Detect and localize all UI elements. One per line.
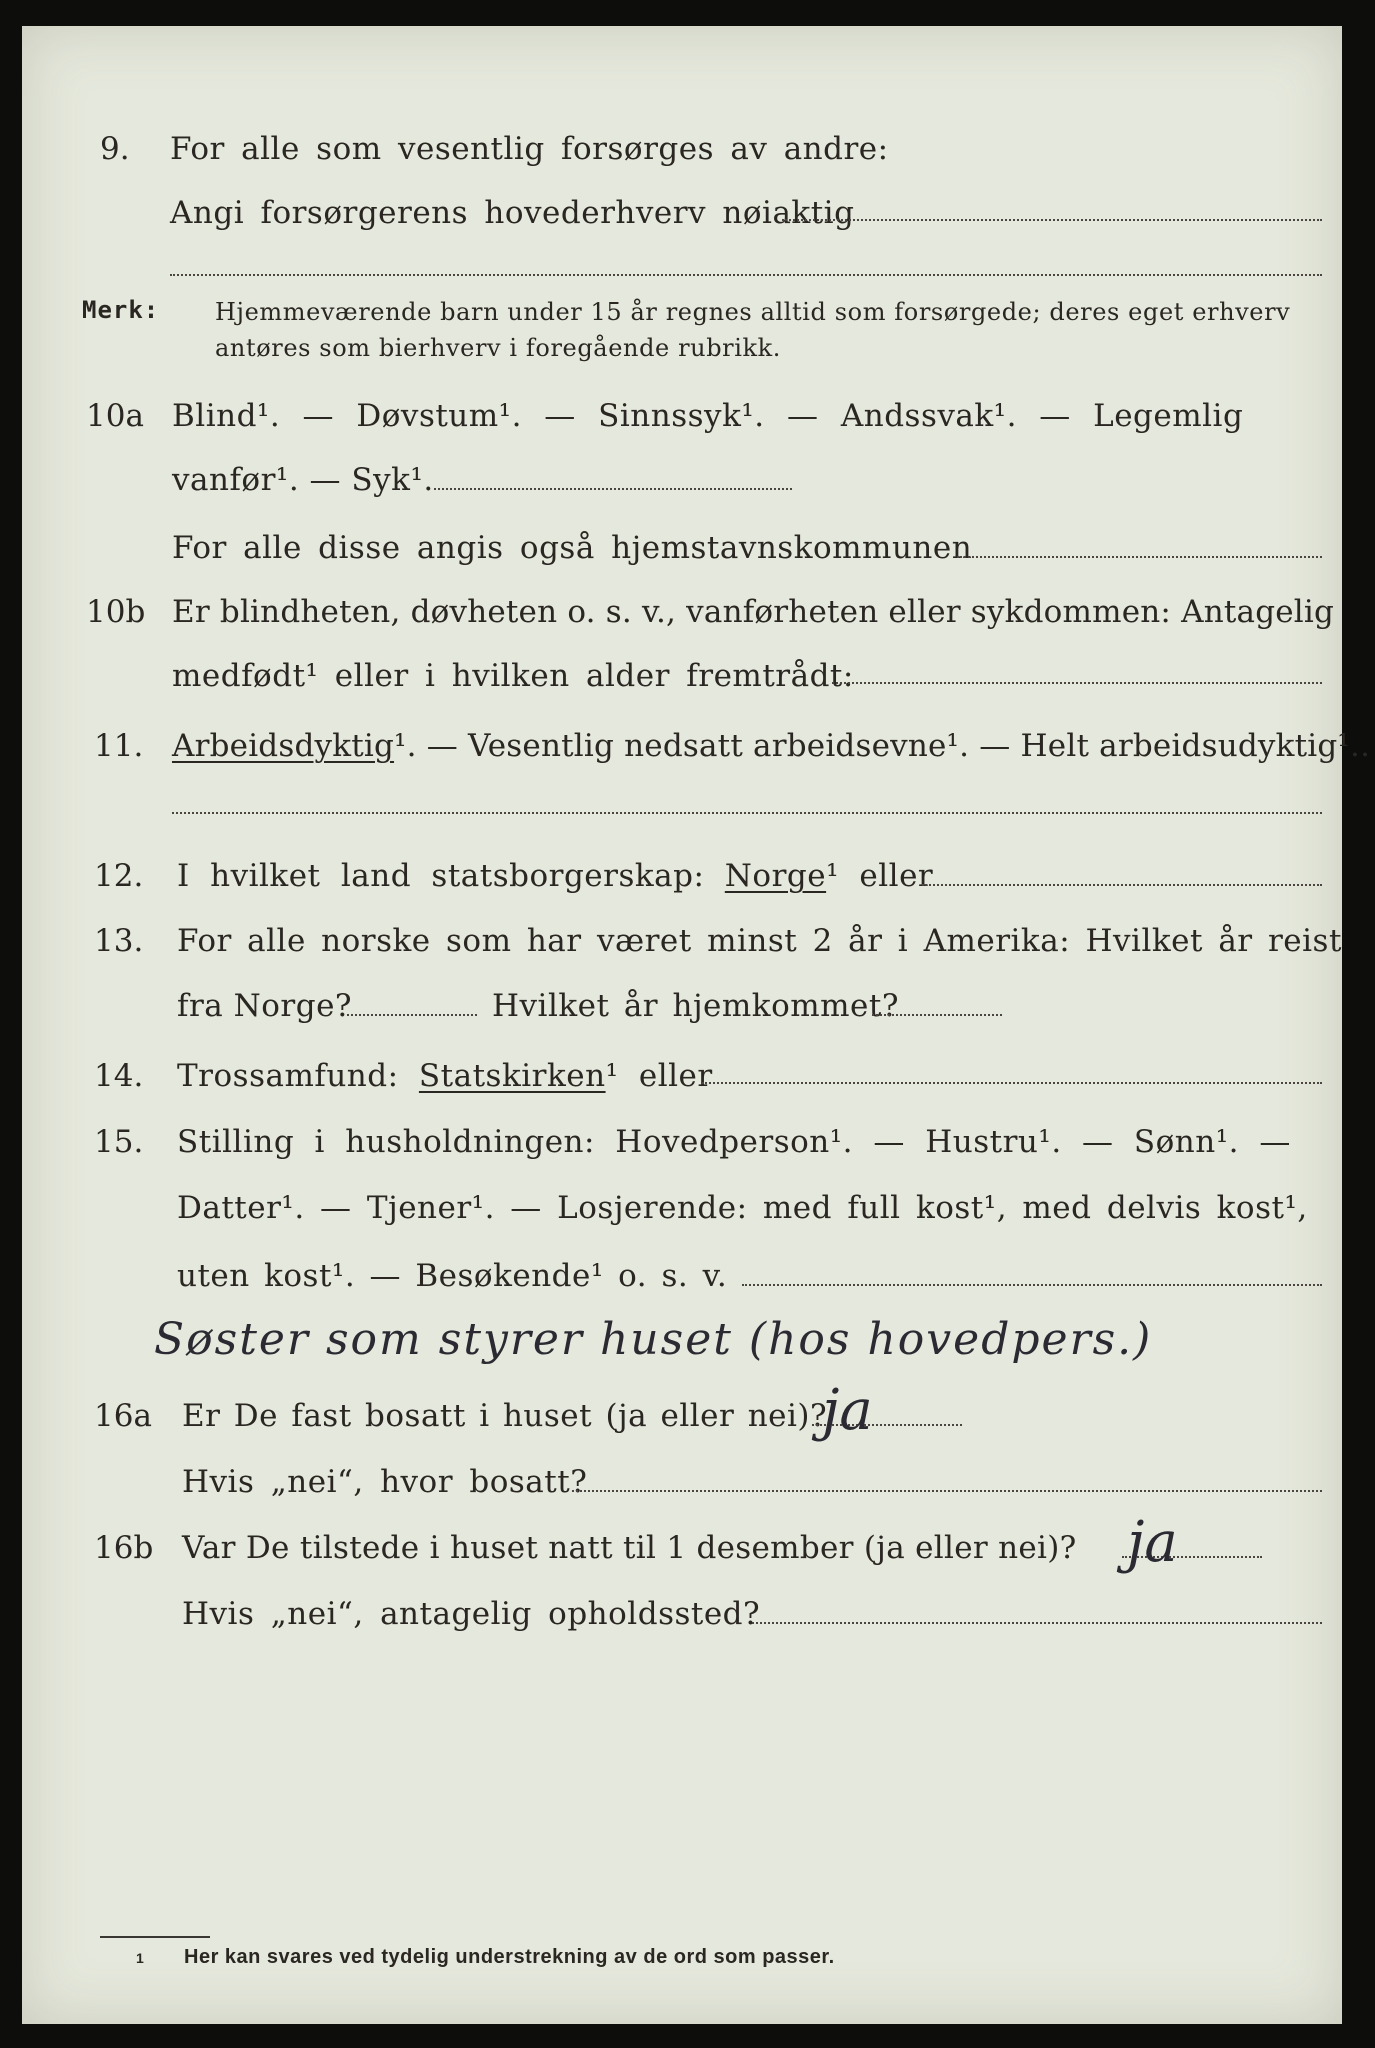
- q12-line: [177, 856, 933, 896]
- q10a-line2: vanfør¹. — Syk¹.: [172, 462, 434, 498]
- q14-line: [177, 1056, 713, 1096]
- census-form-page: [22, 26, 1371, 2024]
- q12-number: 12.: [94, 858, 144, 894]
- q10a-kommune-line: [957, 556, 1322, 558]
- q16a-number: 16a: [94, 1398, 152, 1434]
- q14-number: 14.: [94, 1058, 144, 1094]
- q14-selected-option: Statskirken: [418, 1058, 606, 1094]
- q15-handwritten-answer: Søster som styrer huset (hos hovedpers.): [154, 1314, 1153, 1365]
- q11-selected-option: Arbeidsdyktig: [172, 728, 395, 764]
- q16b-line1: Var De tilstede i huset natt til 1 desember (ja eller nei)?: [182, 1530, 1077, 1566]
- merk-line2: antøres som bierhverv i foregående rubrikk.: [215, 334, 782, 362]
- q10a-line3: For alle disse angis også hjemstavnskommunen: [172, 530, 973, 566]
- q12-answer-line: [922, 884, 1322, 886]
- q10a-number: 10a: [86, 398, 144, 434]
- q15-number: 15.: [94, 1124, 144, 1160]
- q14-answer-line: [702, 1082, 1322, 1084]
- q11-line: [172, 726, 1370, 766]
- q16a-line1: Er De fast bosatt i huset (ja eller nei)?: [182, 1398, 828, 1434]
- q10b-line1: Er blindheten, døvheten o. s. v., vanførheten eller sykdommen: Antagelig: [172, 594, 1335, 630]
- q16a-bosatt-line: [572, 1490, 1322, 1492]
- q15-answer-line: [742, 1284, 1322, 1286]
- q11-rest: ¹. — Vesentlig nedsatt arbeidsevne¹. — Helt arbeidsudyktig¹..: [394, 728, 1371, 764]
- merk-line1: Hjemmeværende barn under 15 år regnes alltid som forsørgede; deres eget erhverv: [215, 298, 1291, 326]
- q13-number: 13.: [94, 923, 144, 959]
- q16b-line2: Hvis „nei“, antagelig opholdssted?: [182, 1596, 761, 1632]
- q12-selected-option: Norge: [724, 858, 827, 894]
- q16b-number: 16b: [94, 1530, 154, 1566]
- q12-post: ¹ eller: [826, 858, 934, 894]
- q16a-handwritten-answer: ja: [822, 1378, 873, 1443]
- footnote-text: Her kan svares ved tydelig understrekning av de ord som passer.: [184, 1946, 835, 1968]
- q9-number: 9.: [100, 131, 130, 167]
- q16b-handwritten-answer: ja: [1127, 1510, 1178, 1575]
- footnote-mark: 1: [136, 1950, 145, 1966]
- q9-line2: Angi forsørgerens hovederhverv nøiaktig: [170, 195, 855, 231]
- q13-reist-line: [347, 1014, 477, 1016]
- q13-part2: Hvilket år hjemkommet?: [492, 988, 899, 1024]
- q11-answer-line: [172, 812, 1322, 814]
- q14-pre: Trossamfund:: [177, 1058, 399, 1094]
- q10b-answer-line: [832, 682, 1322, 684]
- q9-line1: For alle som vesentlig forsørges av andre:: [170, 131, 889, 167]
- q9-answer-line-2: [170, 274, 1322, 276]
- footnote-rule: [100, 1936, 210, 1938]
- q13-line1: For alle norske som har været minst 2 år i Amerika: Hvilket år reist: [177, 923, 1342, 959]
- q15-line3: uten kost¹. — Besøkende¹ o. s. v.: [177, 1258, 728, 1294]
- q10a-line1: Blind¹. — Døvstum¹. — Sinnssyk¹. — Andssvak¹. — Legemlig: [172, 398, 1244, 434]
- q13-hjemkommet-line: [872, 1014, 1002, 1016]
- q10b-line2: medfødt¹ eller i hvilken alder fremtrådt:: [172, 658, 854, 694]
- q12-pre: I hvilket land statsborgerskap:: [177, 858, 705, 894]
- q16b-opholdssted-line: [752, 1622, 1322, 1624]
- q9-answer-line: [782, 219, 1322, 221]
- q13-part1: fra Norge?: [177, 988, 353, 1024]
- q11-number: 11.: [94, 728, 144, 764]
- q10a-syk-line: [434, 488, 792, 490]
- q10b-number: 10b: [86, 594, 146, 630]
- q15-line2: Datter¹. — Tjener¹. — Losjerende: med full kost¹, med delvis kost¹,: [177, 1190, 1308, 1226]
- q16a-line2: Hvis „nei“, hvor bosatt?: [182, 1464, 588, 1500]
- merk-label: Merk:: [82, 296, 160, 324]
- q14-post: ¹ eller: [605, 1058, 713, 1094]
- q15-line1: Stilling i husholdningen: Hovedperson¹. — Hustru¹. — Sønn¹. —: [177, 1124, 1291, 1160]
